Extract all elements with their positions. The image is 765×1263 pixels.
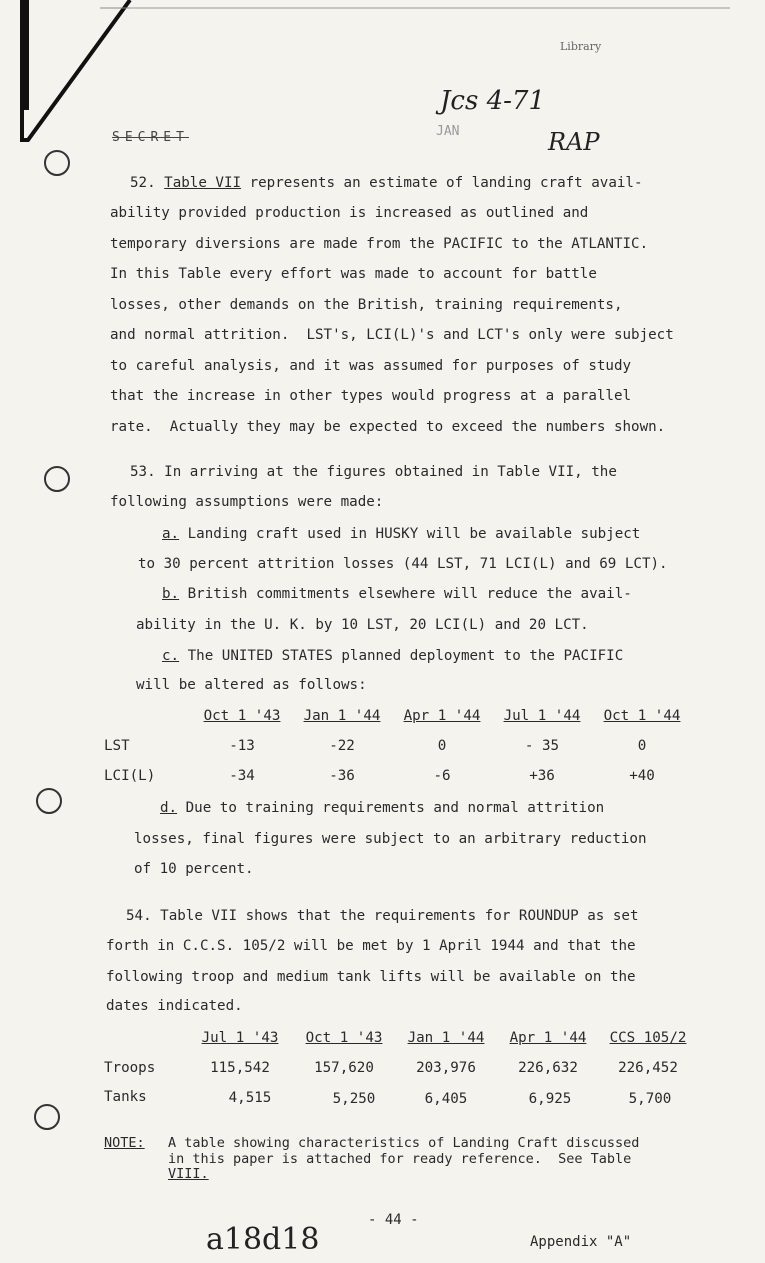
row-label: LST [104,738,130,754]
handwritten-id: a18d18 [206,1222,320,1257]
text-line: ability in the U. K. by 10 LST, 20 LCI(L) and 20 LCT. [136,617,589,633]
text-line: VIII. [168,1166,209,1182]
top-rule [130,6,730,12]
row-label: Troops [104,1060,156,1076]
column-header: Jan 1 '44 [303,708,381,724]
table-cell: 115,542 [210,1060,270,1076]
column-header: CCS 105/2 [609,1030,687,1046]
paragraph-number: 53. [130,464,156,480]
table-cell: 5,700 [628,1091,672,1107]
punch-hole [36,788,62,814]
sub-item-letter: c. [162,648,180,664]
text-line: The UNITED STATES planned deployment to the PACIFIC [187,648,624,664]
corner-mark [0,0,140,150]
column-header: Jul 1 '44 [503,708,581,724]
text-line: that the increase in other types would progress at a parallel [110,388,632,404]
text-line: to 30 percent attrition losses (44 LST, 71 LCI(L) and 69 LCT). [138,556,668,572]
table-cell: 5,250 [332,1091,376,1107]
table-cell: 0 [637,738,647,754]
column-header: Apr 1 '44 [403,708,481,724]
text-line: losses, final figures were subject to an arbitrary reduction [134,831,647,847]
text-line: British commitments elsewhere will reduce the avail- [187,586,632,602]
text-line: to careful analysis, and it was assumed for purposes of study [110,358,632,374]
column-header: Apr 1 '44 [509,1030,587,1046]
table-cell: +40 [629,768,655,784]
table-cell: 6,925 [528,1091,572,1107]
text-line: following troop and medium tank lifts will be available on the [106,969,636,985]
table-cell: +36 [529,768,555,784]
deployment-table [100,708,700,788]
text-line: losses, other demands on the British, training requirements, [110,297,623,313]
column-header: Oct 1 '44 [603,708,681,724]
text-line: of 10 percent. [134,861,254,877]
text-line: represents an estimate of landing craft avail- [241,175,643,191]
column-header: Jan 1 '44 [407,1030,485,1046]
sub-item-letter: d. [160,800,178,816]
text-line: will be altered as follows: [136,677,367,693]
text-line: Table VII shows that the requirements for ROUNDUP as set [160,908,639,924]
table-cell: 226,452 [618,1060,678,1076]
table-cell: -34 [229,768,255,784]
table-cell: -22 [329,738,355,754]
table-cell: 203,976 [416,1060,476,1076]
text-line: Landing craft used in HUSKY will be available subject [187,526,641,542]
column-header: Jul 1 '43 [201,1030,279,1046]
paragraph-54 [106,908,726,1018]
sub-item-letter: a. [162,526,180,542]
table-cell: -36 [329,768,355,784]
table-cell: 6,405 [424,1091,468,1107]
paragraph-number: 52. [130,175,156,191]
table-cell: 0 [437,738,447,754]
note [104,1136,724,1186]
column-header: Oct 1 '43 [305,1030,383,1046]
page-number: - 44 - [368,1212,419,1228]
text-line: rate. Actually they may be expected to exceed the numbers shown. [110,419,666,435]
paragraph-53 [110,464,730,693]
text-line: and normal attrition. LST's, LCI(L)'s and LCT's only were subject [110,327,674,343]
library-stamp: Library [560,40,602,53]
table-cell: -6 [433,768,451,784]
sub-item-letter: b. [162,586,180,602]
handwritten-initials: RAP [548,128,600,156]
column-header: Oct 1 '43 [203,708,281,724]
note-label: NOTE: [104,1135,145,1151]
text-line: temporary diversions are made from the PACIFIC to the ATLANTIC. [110,236,649,252]
text-line: Due to training requirements and normal attrition [185,800,605,816]
handwritten-reference: Jcs 4-71 [440,86,546,116]
table-cell: -13 [229,738,255,754]
appendix-label: Appendix "A" [530,1234,632,1250]
text-line: following assumptions were made: [110,494,384,510]
paragraph-52 [110,175,730,455]
punch-hole [44,466,70,492]
text-line: forth in C.C.S. 105/2 will be met by 1 April 1944 and that the [106,938,636,954]
text-line: ability provided production is increased as outlined and [110,205,589,221]
table-cell: 226,632 [518,1060,578,1076]
row-label: Tanks [104,1089,147,1105]
text-line: In this Table every effort was made to account for battle [110,266,597,282]
text-line: In arriving at the figures obtained in Table VII, the [164,464,617,480]
text-line: A table showing characteristics of Landing Craft discussed [168,1135,640,1151]
table-cell: 157,620 [314,1060,374,1076]
text-line: in this paper is attached for ready reference. See Table [168,1151,632,1167]
date-stamp: JAN [436,124,460,139]
sub-item-d [110,800,730,880]
row-label: LCI(L) [104,768,156,784]
table-cell: - 35 [524,738,560,754]
table-cell: 4,515 [228,1090,272,1106]
table-ref: Table VII [164,175,242,191]
paragraph-number: 54. [126,908,152,924]
text-line: dates indicated. [106,998,243,1014]
classification-stamp: SECRET [112,130,189,145]
punch-hole [34,1104,60,1130]
punch-hole [44,150,70,176]
lifts-table [100,1030,700,1110]
